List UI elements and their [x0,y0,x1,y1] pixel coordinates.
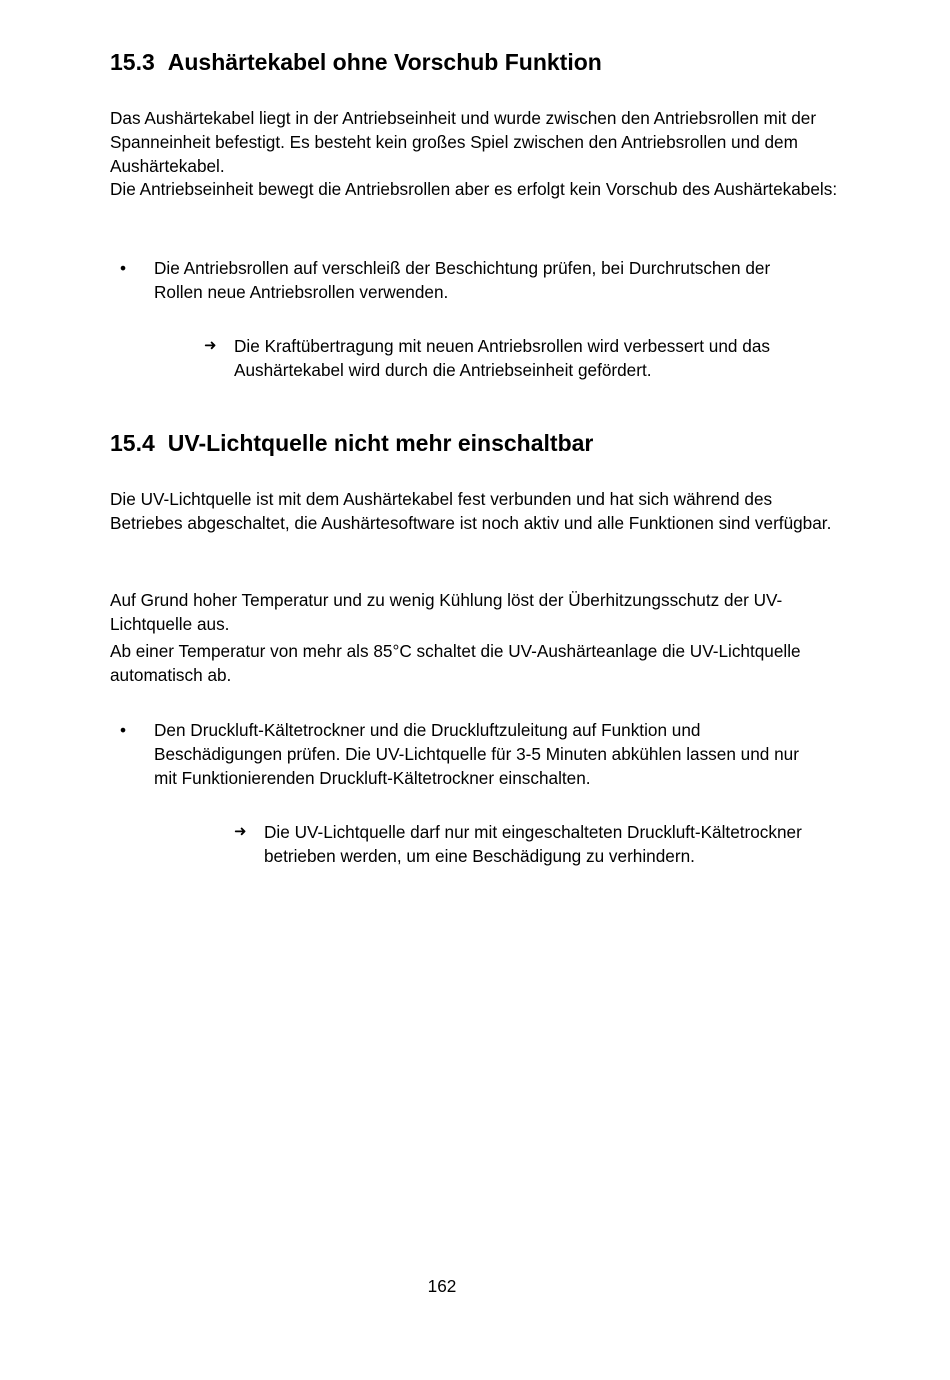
section-number: 15.4 [110,430,155,456]
section-title: Aushärtekabel ohne Vorschub Funktion [167,49,602,75]
section-heading-15-3 [110,48,602,76]
bullet-text: Die Antriebsrollen auf verschleiß der Beschichtung prüfen, bei Durchrutschen der Rollen neue Antriebsrollen verwenden. [154,258,771,302]
paragraph: Auf Grund hoher Temperatur und zu wenig Kühlung löst der Überhitzungsschutz der UV-Lichtquelle aus. [110,590,783,634]
result-text: Die UV-Lichtquelle darf nur mit eingeschalteten Druckluft-Kältetrockner betrieben werden, um eine Beschädigung zu verhindern. [264,822,802,866]
result-text: Die Kraftübertragung mit neuen Antriebsrollen wird verbessert und das Aushärtekabel wird durch die Antriebseinheit gefördert. [234,336,770,380]
paragraph: Das Aushärtekabel liegt in der Antriebseinheit und wurde zwischen den Antriebsrollen mit der Spanneinheit befestigt. Es besteht kein großes Spiel zwischen den Antriebsrollen und dem Aushärtekabel. [110,108,817,176]
page-number: 162 [427,1276,457,1296]
paragraph: Die Antriebseinheit bewegt die Antriebsrollen aber es erfolgt kein Vorschub des Aushärtekabels: [110,179,838,199]
section-title: UV-Lichtquelle nicht mehr einschaltbar [167,430,594,456]
section-heading-15-4 [110,429,593,457]
bullet-dot-icon: • [120,720,127,740]
paragraph: Ab einer Temperatur von mehr als 85°C schaltet die UV-Aushärteanlage die UV-Lichtquelle automatisch ab. [110,641,801,685]
bullet-dot-icon: • [120,258,127,278]
paragraph: Die UV-Lichtquelle ist mit dem Aushärtekabel fest verbunden und hat sich während des Betriebes abgeschaltet, die Aushärtesoftware ist noch aktiv und alle Funktionen sind verfügbar. [110,489,832,533]
arrow-right-icon: ➜ [234,823,247,840]
arrow-right-icon: ➜ [204,337,217,354]
section-number: 15.3 [110,49,155,75]
bullet-text: Den Druckluft-Kältetrockner und die Druckluftzuleitung auf Funktion und Beschädigungen prüfen. Die UV-Lichtquelle für 3-5 Minuten abkühlen lassen und nur mit Funktionierenden Druckluft-Kältetrockner einschalten. [154,720,799,788]
